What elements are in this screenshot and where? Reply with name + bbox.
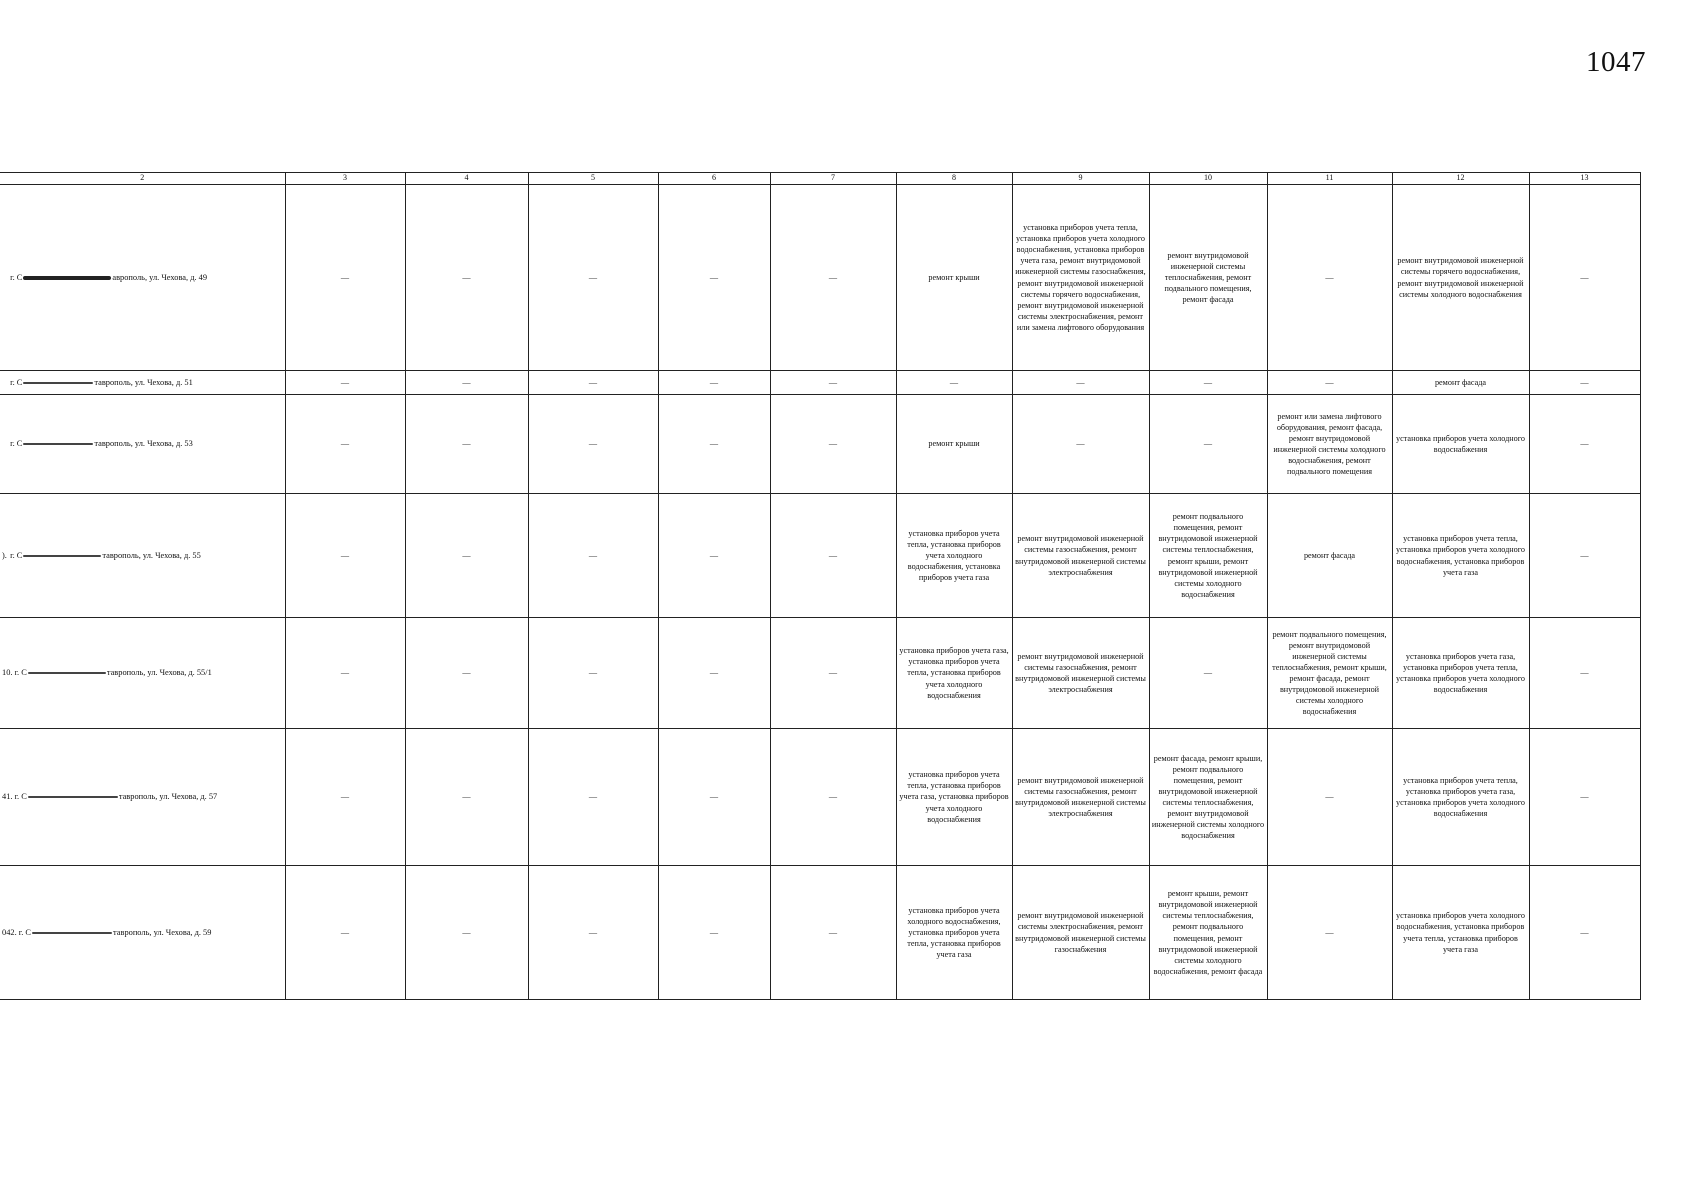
column-number: 2 bbox=[0, 173, 285, 185]
redaction-mark bbox=[23, 382, 93, 384]
redaction-mark bbox=[28, 672, 106, 674]
data-cell: — bbox=[770, 371, 896, 395]
column-number: 7 bbox=[770, 173, 896, 185]
data-cell: — bbox=[1529, 729, 1640, 866]
data-cell: — bbox=[896, 371, 1012, 395]
address-suffix: таврополь, ул. Чехова, д. 59 bbox=[113, 927, 212, 937]
column-number: 13 bbox=[1529, 173, 1640, 185]
data-cell: установка приборов учета тепла, установка приборов учета газа, установка приборов учета холодного водоснабжения bbox=[1392, 729, 1529, 866]
data-cell: — bbox=[1149, 371, 1267, 395]
data-cell: — bbox=[658, 618, 770, 729]
data-cell: — bbox=[528, 371, 658, 395]
redaction-mark bbox=[23, 276, 111, 280]
address-cell bbox=[0, 395, 285, 494]
data-cell: установка приборов учета тепла, установка приборов учета газа, установка приборов учета холодного водоснабжения bbox=[896, 729, 1012, 866]
data-cell: ремонт внутридомовой инженерной системы электроснабжения, ремонт внутридомовой инженерной системы газоснабжения bbox=[1012, 866, 1149, 1000]
data-cell: — bbox=[405, 618, 528, 729]
data-cell: — bbox=[770, 395, 896, 494]
data-cell: — bbox=[405, 371, 528, 395]
data-cell: — bbox=[1529, 395, 1640, 494]
data-cell: ремонт внутридомовой инженерной системы газоснабжения, ремонт внутридомовой инженерной системы электроснабжения bbox=[1012, 618, 1149, 729]
table-row bbox=[0, 494, 1640, 618]
redaction-mark bbox=[23, 443, 93, 445]
data-cell: установка приборов учета тепла, установка приборов учета холодного водоснабжения, установка приборов учета газа bbox=[896, 494, 1012, 618]
data-cell: — bbox=[658, 866, 770, 1000]
column-number: 5 bbox=[528, 173, 658, 185]
table-row bbox=[0, 185, 1640, 371]
data-cell: ремонт крыши, ремонт внутридомовой инженерной системы теплоснабжения, ремонт подвального помещения, ремонт внутридомовой инженерной системы холодного водоснабжения, ремонт фасада bbox=[1149, 866, 1267, 1000]
table-row bbox=[0, 729, 1640, 866]
data-cell: — bbox=[1012, 395, 1149, 494]
data-cell: — bbox=[1529, 866, 1640, 1000]
table-row bbox=[0, 618, 1640, 729]
redaction-mark bbox=[23, 555, 101, 557]
address-cell bbox=[0, 729, 285, 866]
address-suffix: таврополь, ул. Чехова, д. 55/1 bbox=[106, 668, 212, 678]
column-number: 11 bbox=[1267, 173, 1392, 185]
data-cell: ремонт внутридомовой инженерной системы газоснабжения, ремонт внутридомовой инженерной системы электроснабжения bbox=[1012, 494, 1149, 618]
data-cell: — bbox=[528, 395, 658, 494]
column-number: 9 bbox=[1012, 173, 1149, 185]
data-cell: — bbox=[528, 494, 658, 618]
data-cell: — bbox=[405, 866, 528, 1000]
row-number: 042. bbox=[2, 927, 17, 937]
column-number: 6 bbox=[658, 173, 770, 185]
table-row bbox=[0, 866, 1640, 1000]
data-cell: установка приборов учета холодного водоснабжения bbox=[1392, 395, 1529, 494]
address-prefix: г. С bbox=[14, 668, 27, 678]
page-number: 1047 bbox=[1586, 46, 1646, 78]
redaction-mark bbox=[28, 796, 118, 798]
data-cell: установка приборов учета газа, установка приборов учета тепла, установка приборов учета холодного водоснабжения bbox=[1392, 618, 1529, 729]
address-cell bbox=[0, 371, 285, 395]
data-cell: — bbox=[1267, 185, 1392, 371]
data-cell: — bbox=[285, 371, 405, 395]
data-cell: — bbox=[658, 729, 770, 866]
data-cell: ремонт подвального помещения, ремонт внутридомовой инженерной системы теплоснабжения, ремонт крыши, ремонт внутридомовой инженерной системы холодного водоснабжения bbox=[1149, 494, 1267, 618]
address-prefix: г. С bbox=[14, 792, 27, 802]
data-cell: — bbox=[770, 494, 896, 618]
data-cell: ремонт фасада, ремонт крыши, ремонт подвального помещения, ремонт внутридомовой инженерной системы теплоснабжения, ремонт внутридомовой инженерной системы холодного водоснабжения bbox=[1149, 729, 1267, 866]
row-number: 41. bbox=[2, 792, 13, 802]
data-cell: ремонт крыши bbox=[896, 185, 1012, 371]
data-cell: — bbox=[1267, 866, 1392, 1000]
data-cell: — bbox=[528, 185, 658, 371]
data-cell: — bbox=[405, 494, 528, 618]
data-cell: — bbox=[658, 494, 770, 618]
data-cell: — bbox=[1149, 618, 1267, 729]
data-cell: — bbox=[770, 618, 896, 729]
data-cell: — bbox=[658, 395, 770, 494]
column-number-row bbox=[0, 173, 1640, 185]
data-cell: установка приборов учета тепла, установка приборов учета холодного водоснабжения, установка приборов учета газа, ремонт внутридомовой инженерной системы газоснабжения, ремонт внутридомовой инженерной системы горячего водоснабжения, ремонт внутридомовой инженерной системы электроснабжения, ремонт или замена лифтового оборудования bbox=[1012, 185, 1149, 371]
data-cell: — bbox=[285, 729, 405, 866]
data-cell: — bbox=[528, 866, 658, 1000]
data-cell: — bbox=[285, 395, 405, 494]
data-cell: — bbox=[770, 866, 896, 1000]
table-row bbox=[0, 371, 1640, 395]
address-cell bbox=[0, 618, 285, 729]
data-cell: — bbox=[285, 866, 405, 1000]
column-number: 3 bbox=[285, 173, 405, 185]
data-cell: — bbox=[1529, 185, 1640, 371]
address-cell bbox=[0, 185, 285, 371]
address-prefix: г. С bbox=[10, 439, 23, 449]
redaction-mark bbox=[32, 932, 112, 934]
data-cell: ремонт фасада bbox=[1267, 494, 1392, 618]
data-cell: установка приборов учета холодного водоснабжения, установка приборов учета тепла, установка приборов учета газа bbox=[1392, 866, 1529, 1000]
table-row bbox=[0, 395, 1640, 494]
data-cell: ремонт внутридомовой инженерной системы горячего водоснабжения, ремонт внутридомовой инженерной системы холодного водоснабжения bbox=[1392, 185, 1529, 371]
data-cell: ремонт внутридомовой инженерной системы газоснабжения, ремонт внутридомовой инженерной системы электроснабжения bbox=[1012, 729, 1149, 866]
row-number: ). bbox=[2, 550, 7, 560]
data-cell: — bbox=[658, 371, 770, 395]
data-cell: — bbox=[285, 494, 405, 618]
data-cell: — bbox=[1012, 371, 1149, 395]
data-cell: — bbox=[1529, 494, 1640, 618]
repair-schedule-table bbox=[0, 172, 1641, 1000]
data-cell: — bbox=[285, 618, 405, 729]
data-cell: — bbox=[405, 185, 528, 371]
data-cell: — bbox=[770, 185, 896, 371]
address-prefix: г. С bbox=[10, 272, 23, 282]
data-cell: — bbox=[658, 185, 770, 371]
column-number: 12 bbox=[1392, 173, 1529, 185]
address-cell bbox=[0, 494, 285, 618]
address-suffix: таврополь, ул. Чехова, д. 55 bbox=[102, 550, 201, 560]
address-prefix: г. С bbox=[10, 377, 23, 387]
data-cell: установка приборов учета холодного водоснабжения, установка приборов учета тепла, установка приборов учета газа bbox=[896, 866, 1012, 1000]
address-suffix: аврополь, ул. Чехова, д. 49 bbox=[112, 272, 208, 282]
address-suffix: таврополь, ул. Чехова, д. 53 bbox=[94, 439, 193, 449]
address-suffix: таврополь, ул. Чехова, д. 57 bbox=[118, 792, 218, 802]
data-cell: ремонт фасада bbox=[1392, 371, 1529, 395]
data-cell: — bbox=[528, 618, 658, 729]
data-cell: ремонт или замена лифтового оборудования, ремонт фасада, ремонт внутридомовой инженерной системы холодного водоснабжения, ремонт подвального помещения bbox=[1267, 395, 1392, 494]
data-cell: установка приборов учета газа, установка приборов учета тепла, установка приборов учета холодного водоснабжения bbox=[896, 618, 1012, 729]
data-cell: — bbox=[528, 729, 658, 866]
data-cell: установка приборов учета тепла, установка приборов учета холодного водоснабжения, установка приборов учета газа bbox=[1392, 494, 1529, 618]
column-number: 4 bbox=[405, 173, 528, 185]
data-cell: ремонт подвального помещения, ремонт внутридомовой инженерной системы теплоснабжения, ремонт крыши, ремонт фасада, ремонт внутридомовой инженерной системы холодного водоснабжения bbox=[1267, 618, 1392, 729]
data-cell: — bbox=[1529, 371, 1640, 395]
data-cell: — bbox=[1267, 729, 1392, 866]
data-cell: — bbox=[1149, 395, 1267, 494]
column-number: 10 bbox=[1149, 173, 1267, 185]
data-cell: — bbox=[405, 729, 528, 866]
column-number: 8 bbox=[896, 173, 1012, 185]
data-cell: — bbox=[1529, 618, 1640, 729]
address-cell bbox=[0, 866, 285, 1000]
data-cell: — bbox=[1267, 371, 1392, 395]
address-suffix: таврополь, ул. Чехова, д. 51 bbox=[94, 377, 193, 387]
data-cell: — bbox=[770, 729, 896, 866]
data-cell: ремонт внутридомовой инженерной системы теплоснабжения, ремонт подвального помещения, ремонт фасада bbox=[1149, 185, 1267, 371]
data-cell: — bbox=[405, 395, 528, 494]
address-prefix: г. С bbox=[18, 927, 32, 937]
data-cell: ремонт крыши bbox=[896, 395, 1012, 494]
address-prefix: г. С bbox=[10, 550, 23, 560]
data-cell: — bbox=[285, 185, 405, 371]
row-number: 10. bbox=[2, 668, 13, 678]
